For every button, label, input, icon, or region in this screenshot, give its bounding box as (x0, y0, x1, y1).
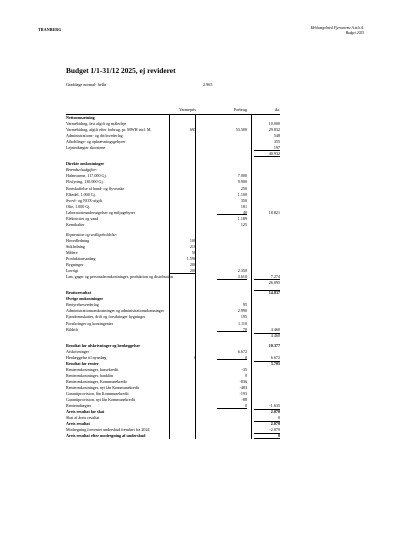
consumption-cell: 181 (240, 203, 247, 209)
row-label: Laboratorieundersøgelser og miljøgebyrer (66, 209, 136, 215)
consumption-cell: 350 (240, 197, 247, 203)
consumption-cell: 40 (242, 209, 247, 215)
amount-cell: 10.000 (268, 121, 280, 127)
consumption-cell: 2.350 (237, 268, 247, 274)
consumption-cell: -193 (239, 391, 247, 397)
amount-cell: 2.070 (270, 421, 280, 427)
column-divider-amount (251, 115, 252, 439)
consumption-cell: 250 (240, 185, 247, 191)
column-header-amount: tkr. (274, 107, 280, 112)
consumption-cell: 195 (240, 314, 247, 320)
consumption-cell: 0 (244, 372, 247, 378)
total-rule (254, 421, 280, 422)
row-label: Lejeindtægter skorstene (66, 145, 106, 151)
header-doc-name: Budget 2025 (345, 31, 364, 35)
column-header-price: Varmepris (179, 107, 196, 112)
consumption-cell: 70 (242, 326, 247, 332)
double-total-rule (254, 438, 280, 439)
price-cell: 210 (189, 243, 196, 249)
row-label: Løvrigt (66, 268, 79, 274)
row-label: Bygninger (66, 262, 84, 268)
consumption-cell: 2.990 (237, 308, 247, 314)
amount-cell: 355 (273, 139, 280, 145)
row-label: Afskrivninger (66, 348, 89, 354)
row-label: Forsikringer og kontingenter (66, 320, 114, 326)
amount-cell: 40.932 (268, 151, 280, 157)
row-label: Ejendomsskatter, drift og forsikringer bygninger (66, 314, 146, 320)
consumption-cell: 95 (242, 302, 247, 308)
row-label: Elektricitet og vand (66, 215, 99, 221)
page-title: Budget 1/1-31/12 2025, ej revideret (66, 66, 176, 75)
column-divider-consumption (195, 115, 196, 439)
row-label: Renteomkostninger, banklån (66, 372, 113, 378)
consumption-cell: 9.900 (237, 179, 247, 185)
consumption-cell: -35 (241, 366, 247, 372)
row-label: Hovedledning (66, 237, 90, 243)
amount-cell: 2.070 (270, 409, 280, 415)
row-label: Nettoomsætning (66, 115, 95, 120)
row-label: Årets resultat (66, 421, 90, 427)
row-label: Halmvarme, 117.000 Gj. (66, 173, 107, 179)
row-label: Brændselsudgifter: (66, 167, 98, 173)
row-label: Varmebidrag, fast afgift og målerleje (66, 121, 127, 127)
row-label: Renteomkostninger, Kommunekredit (66, 378, 127, 384)
amount-cell: 0 (277, 415, 280, 421)
row-label: Stikledning (66, 243, 85, 249)
row-label: Varmebidrag, afgift efter forbrug, pr. MWH incl. M. (66, 127, 152, 133)
row-label: Bestyrelsesvederlag (66, 302, 99, 308)
row-label: Skat af årets resultat (66, 415, 100, 421)
amount-cell: 0 (277, 433, 280, 439)
total-rule (254, 409, 280, 410)
consumption-cell: 53.500 (235, 127, 247, 133)
row-label: Bruttoresultat (66, 290, 91, 296)
row-label: Renteomkostninger, nyt lån Kommunekredit (66, 384, 140, 390)
budget-table (66, 107, 280, 439)
row-label: Løn, gager og personaleomkostninger, produktion og distribution (66, 274, 173, 280)
price-cell: 200 (189, 262, 196, 268)
row-label: Resultat før renter (66, 360, 99, 366)
header-org-name: Mehlumgolmed Fjernvarme A.m.b.A. (310, 26, 364, 30)
price-cell: 697 (189, 127, 196, 133)
price-cell: 100 (189, 237, 196, 243)
row-label: Modregning forventet underskud fremført fra 2024 (66, 427, 150, 433)
amount-cell: 10.377 (268, 342, 280, 348)
amount-cell: 6.672 (270, 354, 280, 360)
total-rule (254, 361, 280, 362)
row-label: Administrations- og driftsvederlag (66, 133, 123, 139)
row-label: Bildrift (66, 326, 79, 332)
total-rule (254, 333, 280, 334)
price-cell: 50 (191, 249, 196, 255)
consumption-cell: 1.100 (237, 191, 247, 197)
row-label: Kemikalier (66, 221, 85, 227)
row-label: Administrationsomkostninger og administrationsdomninger (66, 308, 165, 314)
amount-cell: 7.274 (270, 274, 280, 280)
price-cell: 1.590 (186, 256, 196, 262)
amount-cell: -1.635 (269, 403, 280, 409)
consumption-cell: 1.110 (237, 320, 247, 326)
degree-days-label: Graddage normal- helår (66, 82, 106, 87)
consumption-cell: 7.000 (237, 173, 247, 179)
table-row (66, 433, 280, 439)
row-label: Svovl- og NOX-afgift (66, 197, 103, 203)
row-label: Resultat før afskrivninger og henlæggelser (66, 342, 141, 348)
amount-cell: 3.705 (270, 360, 280, 366)
consumption-cell: 125 (240, 221, 247, 227)
row-label: Garantiprovision, nyt lån Kommunekredit (66, 397, 135, 403)
price-cell: 200 (189, 268, 196, 274)
consumption-cell: -836 (239, 378, 247, 384)
degree-days-value: 2.965 (203, 82, 213, 87)
column-header-row (66, 107, 280, 115)
column-divider-price (169, 115, 170, 439)
row-label: Renteindtægter (66, 403, 92, 409)
price-cell: 0 (193, 354, 196, 360)
consumption-cell: 0 (244, 403, 247, 409)
consumption-cell: 6.672 (237, 348, 247, 354)
row-label: Produktionsanlæg (66, 256, 96, 262)
company-name: TRANBERG (38, 27, 62, 32)
amount-cell: 4.460 (270, 332, 280, 338)
consumption-cell: -483 (239, 384, 247, 390)
amount-cell: 18.821 (268, 209, 280, 215)
row-label: Direkte omkostninger (66, 161, 105, 167)
total-rule (254, 290, 280, 291)
row-label: Årets resultat før skat (66, 409, 105, 415)
amount-cell: 4.460 (270, 326, 280, 332)
consumption-cell: 0 (244, 354, 247, 360)
row-label: Afkoblings- og opkrævningsgebyrer (66, 139, 126, 145)
amount-cell: 14.837 (268, 290, 280, 296)
row-label: Elkedel, 1.000 Gj. (66, 191, 96, 197)
amount-cell: 548 (273, 133, 280, 139)
amount-cell: 26.095 (268, 280, 280, 286)
consumption-cell: -88 (241, 397, 247, 403)
row-label: Reparation og vedligeholdelse: (66, 231, 118, 237)
header-org (311, 26, 364, 36)
row-label: Henlæggelse til nyanlæg (66, 354, 107, 360)
row-label: Olie, 1.000 Gj. (66, 203, 91, 209)
amount-cell: -2.070 (269, 427, 280, 433)
row-label: Målere (66, 249, 78, 255)
row-label: Årets resultat efter modregning af underskud (66, 433, 146, 439)
amount-cell: 197 (273, 145, 280, 151)
column-header-consumption: Forbrug (233, 107, 247, 112)
row-label: Øvrige omkostninger (66, 296, 104, 302)
row-label: Garantiprovision, lån Kommunekredit (66, 391, 129, 397)
consumption-cell: 1.189 (237, 215, 247, 221)
row-label: Renteomkostninger, kassekredit (66, 366, 119, 372)
consumption-cell: 3.610 (237, 274, 247, 280)
row-label: Flisfyring, 130.000 Gj. (66, 179, 104, 185)
row-label: Bortskaffelse af bund- og flyveaske (66, 185, 125, 191)
amount-cell: 29.832 (268, 127, 280, 133)
total-rule (254, 433, 280, 434)
